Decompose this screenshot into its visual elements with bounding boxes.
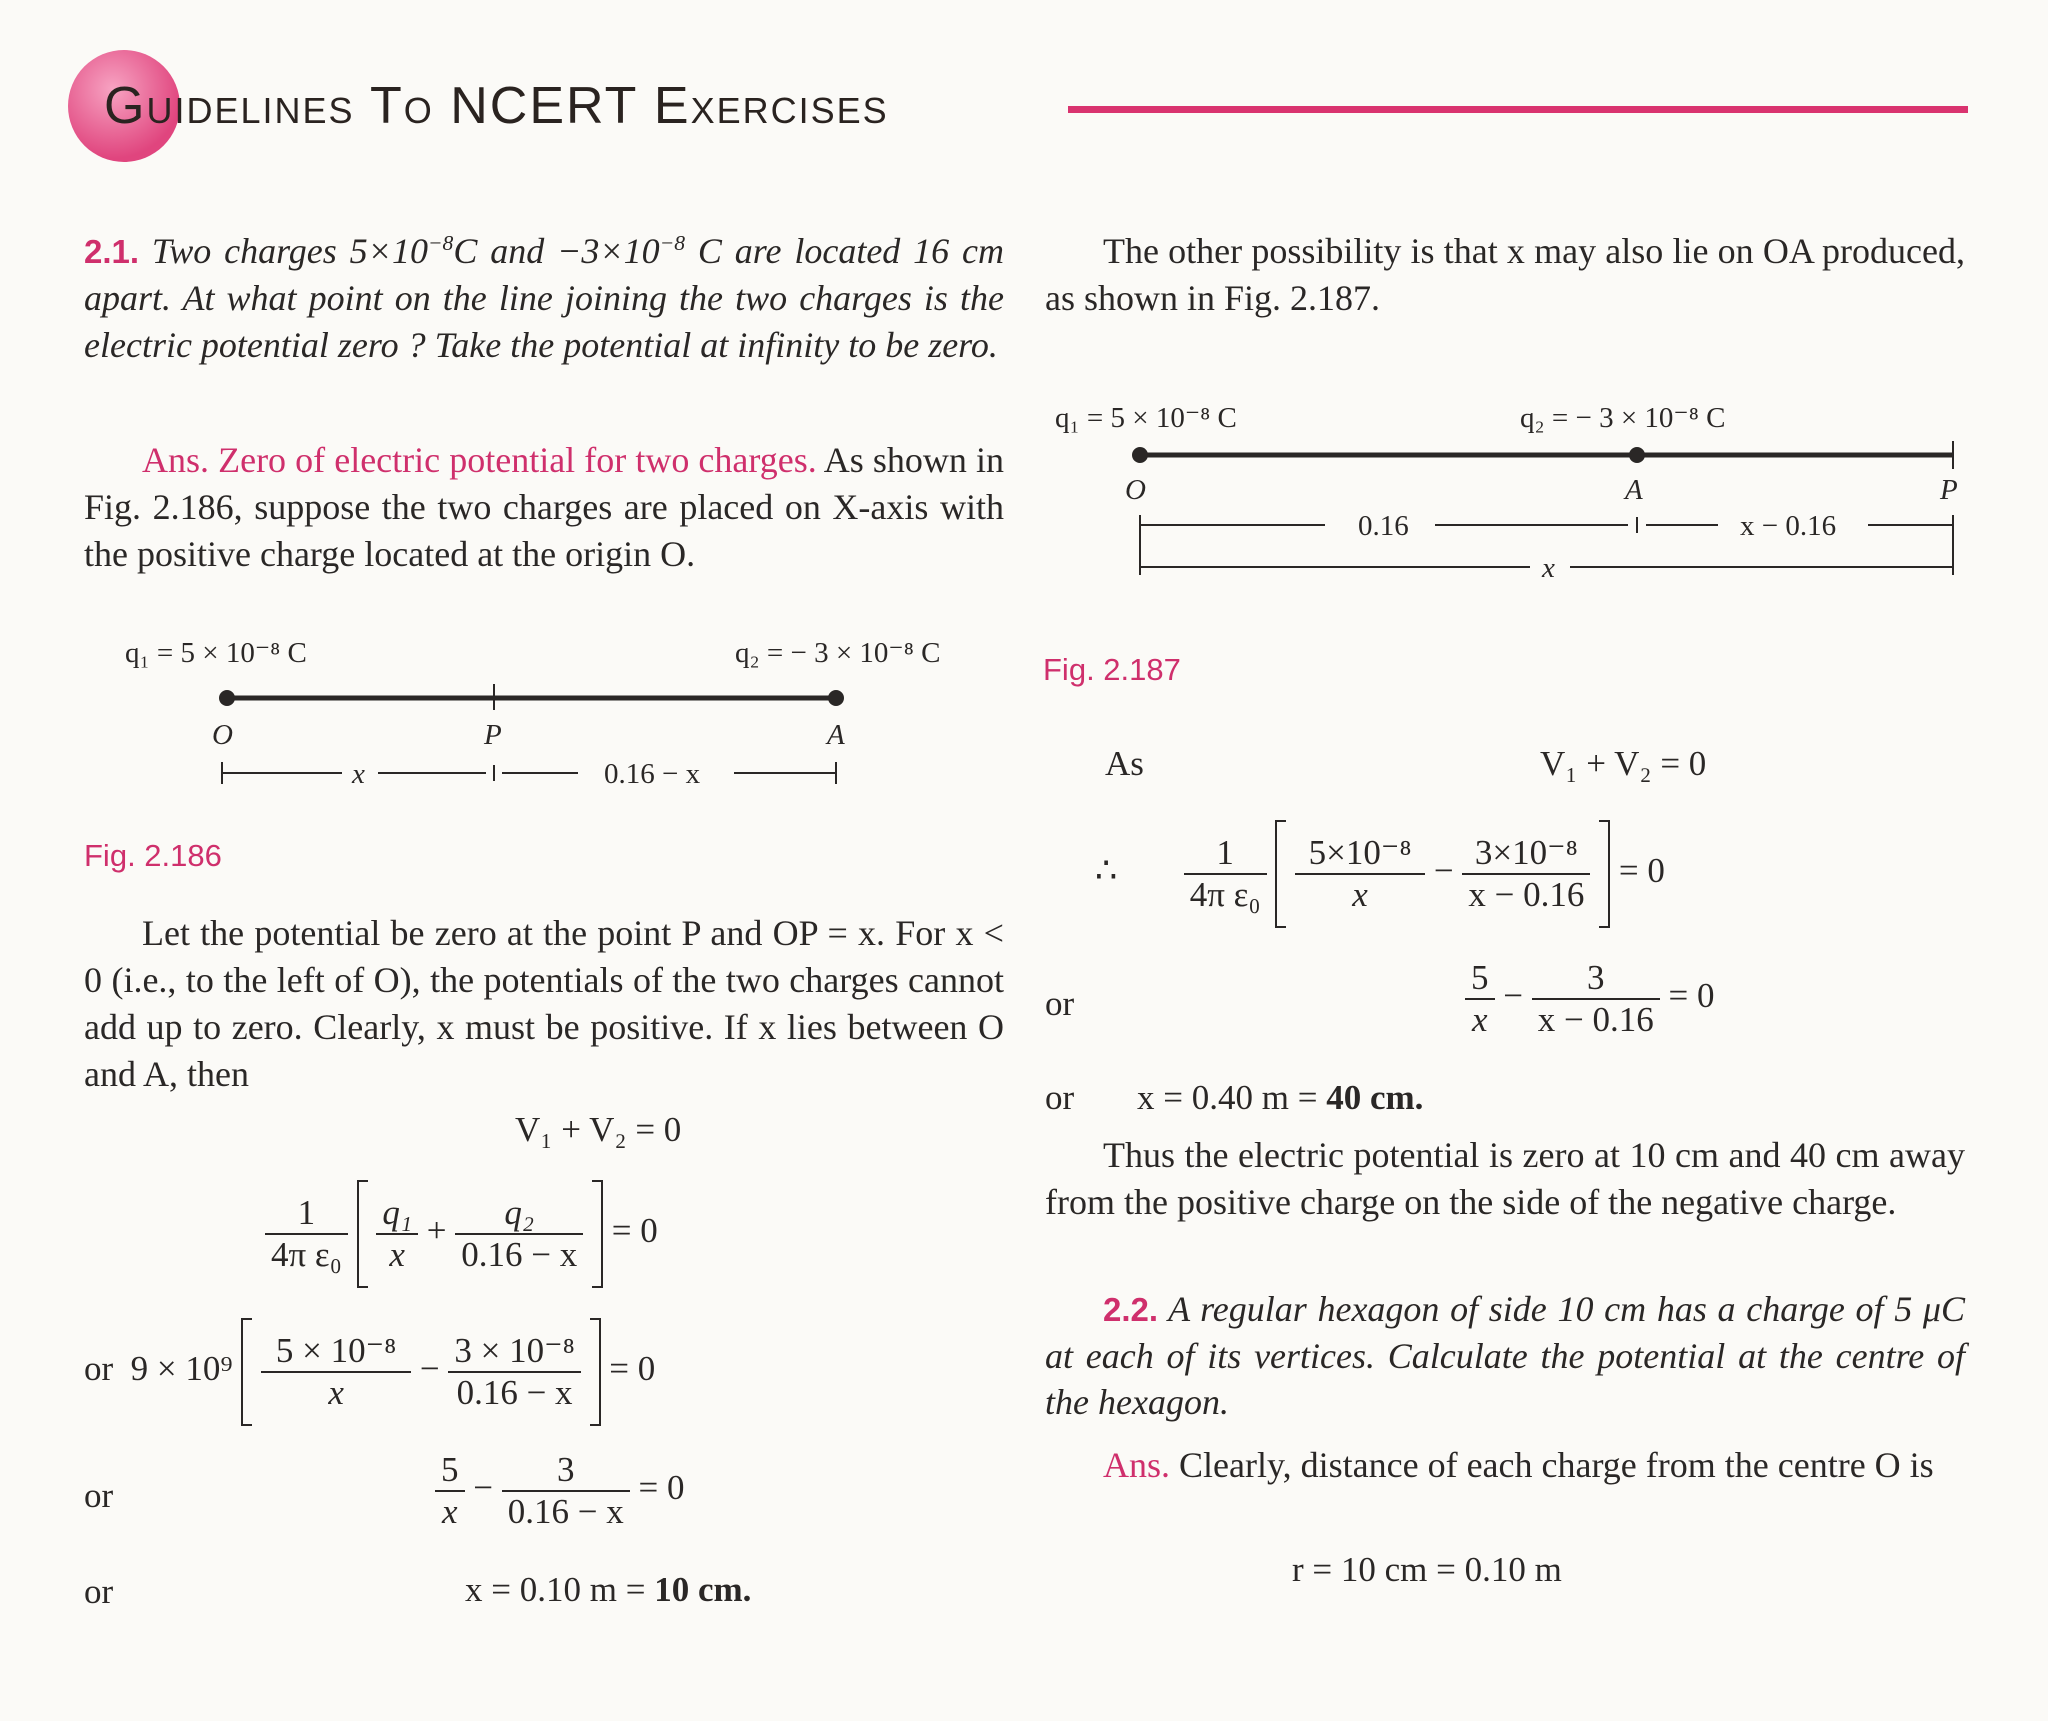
- equation-therefore: ∴ $\frac{1}{\text{4π ε₀}}$ $\frac{\text{5×10⁻⁸}}{x}$ − $\frac{\text{3×10⁻⁸}}{x - 0.16}$ = 0: [1095, 820, 1665, 928]
- eq3-num-2: 3 × 10⁻⁸: [454, 1331, 575, 1370]
- eq4-den-1: x: [435, 1490, 465, 1532]
- fig-187-caption: Fig. 2.187: [1043, 652, 1181, 687]
- equation-simplified-right: $\frac{5}{x}$ − $\frac{3}{x - 0.16}$ = 0: [1465, 958, 1715, 1040]
- r-eq3-num-2: 3: [1587, 958, 1605, 997]
- r-eq3-den-1: x: [1465, 998, 1495, 1040]
- figure-2-187: [1050, 385, 1970, 585]
- equation-simplified: $\frac{5}{x}$ − $\frac{3}{0.16 - x}$ = 0: [435, 1450, 685, 1532]
- r-eq2-num-1: 1: [1216, 833, 1234, 872]
- eq2-den-3: 0.16 − x: [455, 1233, 583, 1275]
- paragraph-conclusion: [1045, 1132, 1965, 1226]
- question-text: A regular hexagon of side 10 cm has a charge of 5 μC at each of its vertices. Calculate the potential at the centre of the hexagon.: [1045, 1289, 1965, 1422]
- eq3-den-1: x: [261, 1371, 411, 1413]
- equation-v1-v2-left: V₁ + V₂ = 0: [515, 1110, 682, 1149]
- fig186-q2-label: q₂ = − 3 × 10⁻⁸ C: [735, 637, 941, 669]
- fig186-q1-label: q₁ = 5 × 10⁻⁸ C: [125, 637, 307, 669]
- equation-potential-sum: $\frac{1}{\text{4π ε₀}}$ $\frac{\text{q₁}}{x}$ + $\frac{\text{q₂}}{0.16 - x}$ = 0: [265, 1180, 658, 1288]
- eq4-den-2: 0.16 − x: [502, 1490, 630, 1532]
- equation-result-left: [465, 1570, 751, 1610]
- eq2-num-3: q₂: [504, 1193, 535, 1232]
- question-number: 2.1.: [84, 233, 140, 270]
- question-text-c: C are located 16 cm apart. At what point on the line joining the two charges is the electric potential zero ? Take the potential at infinity to be zero.: [84, 231, 1005, 365]
- r-eq3-rhs: = 0: [1668, 976, 1715, 1016]
- eq4-rhs: = 0: [638, 1468, 685, 1508]
- eq3-den-2: 0.16 − x: [448, 1371, 580, 1413]
- exp-2: −8: [659, 231, 686, 255]
- equation-or-label-5: or: [84, 1572, 114, 1611]
- answer-label: Ans.: [1103, 1445, 1171, 1485]
- answer-2-2: [1045, 1442, 1965, 1489]
- r-eq2-den-1: 4π ε₀: [1184, 873, 1267, 915]
- eq2-den-1: 4π ε₀: [265, 1233, 348, 1275]
- fig186-dim-x: x: [352, 758, 365, 790]
- paragraph-other-possibility: [1045, 228, 1965, 322]
- eq3-prefactor: 9 × 10⁹: [130, 1349, 233, 1389]
- answer-text: As shown in Fig. 2.186, suppose the two charges are placed on X-axis with the positive charge located at the origin O.: [84, 440, 1004, 574]
- eq4-num-2: 3: [557, 1450, 575, 1489]
- equation-numeric: or 9 × 10⁹ $\frac{\text{5 × 10⁻⁸}}{x}$ − $\frac{\text{3 × 10⁻⁸}}{0.16 - x}$ = 0: [84, 1318, 655, 1426]
- r-eq2-num-2: 5×10⁻⁸: [1308, 833, 1412, 872]
- eq3-num-1: 5 × 10⁻⁸: [275, 1331, 397, 1370]
- question-text-a: Two charges 5×10: [151, 231, 428, 271]
- r-eq2-den-2: x: [1295, 873, 1425, 915]
- fig187-charge-q2: [1629, 447, 1645, 463]
- fig187-charge-q1: [1132, 447, 1148, 463]
- equation-or-label-r3: or: [1045, 984, 1075, 1023]
- equation-radius: r = 10 cm = 0.10 m: [1292, 1550, 1562, 1589]
- fig187-label-o: O: [1125, 474, 1146, 506]
- paragraph-text: Thus the electric potential is zero at 10 cm and 40 cm away from the positive charge on the side of the negative charge.: [1045, 1135, 1965, 1222]
- equation-v1-v2-right: V₁ + V₂ = 0: [1540, 744, 1707, 783]
- fig186-charge-q2: [828, 690, 844, 706]
- fig187-label-a: A: [1625, 474, 1643, 506]
- r-eq2-num-3: 3×10⁻⁸: [1474, 833, 1578, 872]
- r-eq4-or: or: [1045, 1078, 1075, 1117]
- eq2-den-2: x: [376, 1233, 418, 1275]
- r-eq4-lhs: x = 0.40 m =: [1137, 1078, 1327, 1117]
- equation-as-label: As: [1105, 744, 1144, 783]
- r-eq2-rhs: = 0: [1618, 851, 1665, 891]
- fig187-q1-label: q₁ = 5 × 10⁻⁸ C: [1055, 402, 1237, 434]
- eq5-result: 10 cm.: [654, 1570, 752, 1609]
- equation-or-label-4: or: [84, 1476, 114, 1515]
- paragraph-text: Let the potential be zero at the point P and OP = x. For x < 0 (i.e., to the left of O), the potentials of the two charges cannot add up to zero. Clearly, x must be positive. If x lies between O and A, then: [84, 913, 1004, 1094]
- exp-1: −8: [427, 231, 454, 255]
- paragraph-text: The other possibility is that x may also lie on OA produced, as shown in Fig. 2.187.: [1045, 231, 1965, 318]
- eq3-rhs: = 0: [609, 1349, 656, 1389]
- fig187-q2-label: q₂ = − 3 × 10⁻⁸ C: [1520, 402, 1726, 434]
- eq4-num-1: 5: [441, 1450, 459, 1489]
- equation-result-right: [1045, 1078, 1423, 1118]
- question-text-b: C and −3×10: [453, 231, 660, 271]
- eq2-num-1: 1: [297, 1193, 316, 1232]
- answer-text: Clearly, distance of each charge from the centre O is: [1170, 1445, 1934, 1485]
- r-eq3-den-2: x − 0.16: [1532, 998, 1660, 1040]
- fig187-dim-0-16: 0.16: [1358, 510, 1409, 542]
- fig187-label-p: P: [1940, 474, 1958, 506]
- fig187-dim-x-minus: x − 0.16: [1740, 510, 1837, 542]
- r-eq3-num-1: 5: [1471, 958, 1489, 997]
- question-2-2: [1045, 1286, 1965, 1425]
- eq2-rhs: = 0: [611, 1211, 658, 1251]
- fig186-label-o: O: [212, 719, 233, 751]
- page-title: Guidelines To NCERT Exercises: [104, 77, 889, 135]
- r-eq4-result: 40 cm.: [1326, 1078, 1424, 1117]
- question-number: 2.2.: [1103, 1291, 1159, 1328]
- fig186-label-p: P: [484, 719, 502, 751]
- therefore-symbol: ∴: [1095, 851, 1118, 891]
- eq3-or: or: [84, 1349, 114, 1389]
- question-2-1: [84, 228, 1004, 369]
- eq5-lhs: x = 0.10 m =: [465, 1570, 655, 1609]
- r-eq2-den-3: x − 0.16: [1462, 873, 1590, 915]
- answer-label: Ans. Zero of electric potential for two charges.: [142, 440, 817, 480]
- header-rule: [1068, 106, 1968, 113]
- paragraph-potential-zero: [84, 910, 1004, 1098]
- figure-2-186: [110, 620, 990, 800]
- fig186-charge-q1: [219, 690, 235, 706]
- fig-186-caption: Fig. 2.186: [84, 838, 222, 873]
- fig186-dimension-lines: [222, 762, 836, 784]
- fig186-dim-distance: 0.16 − x: [604, 758, 701, 790]
- eq2-num-2: q₁: [382, 1193, 412, 1232]
- answer-2-1: [84, 437, 1004, 578]
- fig186-label-a: A: [827, 719, 845, 751]
- fig187-dim-x: x: [1542, 552, 1555, 584]
